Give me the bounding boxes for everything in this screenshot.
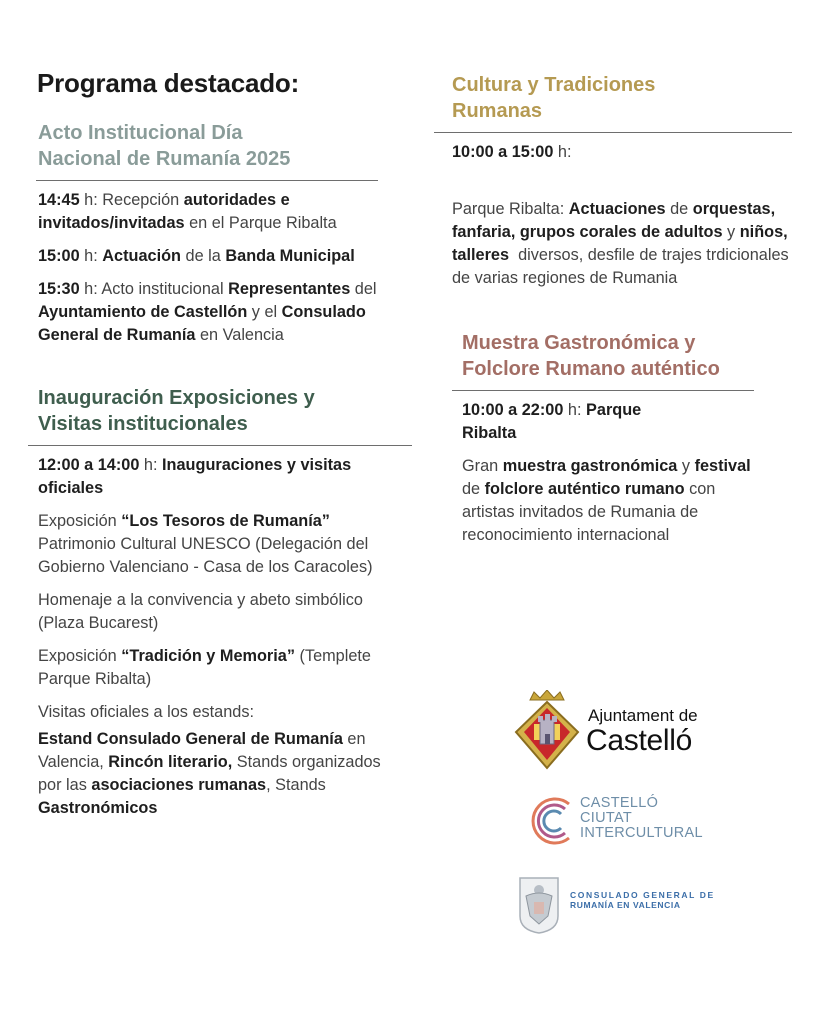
schedule-item: Parque Ribalta: Actuaciones de orquestas, fanfaria, grupos corales de adultos y niños, talleres diversos, desfile de trajes trdicionales de varias regiones de Rumania [452, 200, 794, 287]
schedule-time: 10:00 a 15:00 h: [452, 143, 572, 161]
section-title [462, 330, 794, 382]
left-column [38, 120, 408, 830]
schedule-item: Estand Consulado General de Rumanía en Valencia, Rincón literario, Stands organizados por las asociaciones rumanas, Stands Gastronómicos [38, 730, 381, 817]
title-line: Acto Institucional Día [38, 122, 243, 144]
title-line: Folclore Rumano auténtico [462, 358, 720, 380]
section-title [38, 120, 408, 172]
logo-text: CASTELLÓ CIUTAT INTERCULTURAL [580, 795, 703, 841]
schedule-item: 12:00 a 14:00 h: Inauguraciones y visitas oficiales [38, 456, 352, 497]
consulado-rumania-logo [518, 876, 718, 938]
schedule-item: Gran muestra gastronómica y festival de folclore auténtico rumano con artistas invitados de Rumania de reconocimiento internacional [462, 457, 751, 544]
castello-ciutat-intercultural-logo [525, 792, 725, 852]
coat-of-arms-icon [512, 690, 582, 772]
logo-text: Castelló [586, 724, 692, 757]
section-inauguracion [38, 385, 408, 820]
section-cultura [434, 72, 794, 290]
divider [452, 390, 754, 391]
page-title: Programa destacado: [37, 68, 300, 98]
schedule-item: Exposición “Tradición y Memoria” (Templete Parque Ribalta) [38, 647, 371, 688]
section-acto-institucional [38, 120, 408, 347]
divider [28, 445, 412, 446]
schedule-item: 10:00 a 22:00 h: Parque Ribalta [462, 401, 642, 442]
divider [434, 132, 792, 133]
section-muestra [462, 330, 794, 547]
c-rings-icon [525, 794, 579, 848]
title-line: Rumanas [452, 100, 543, 122]
right-column [434, 72, 794, 557]
logo-text: Ajuntament de [588, 706, 698, 725]
title-line: Nacional de Rumanía 2025 [38, 148, 291, 170]
divider [36, 180, 378, 181]
schedule-item: Homenaje a la convivencia y abeto simbólico (Plaza Bucarest) [38, 591, 363, 632]
schedule-item: 15:30 h: Acto institucional Representantes del Ayuntamiento de Castellón y el Consulado General de Rumanía en Valencia [38, 280, 377, 344]
title-line: Visitas institucionales [38, 413, 248, 435]
section-title [452, 72, 794, 124]
title-line: Muestra Gastronómica y [462, 332, 696, 354]
schedule-item: 14:45 h: Recepción autoridades e invitados/invitadas en el Parque Ribalta [38, 191, 337, 232]
romanian-eagle-icon [518, 876, 560, 934]
ajuntament-castello-logo [512, 690, 712, 770]
logo-text: CONSULADO GENERAL DE RUMANÍA EN VALENCIA [570, 890, 715, 910]
section-title [38, 385, 408, 437]
schedule-item: Exposición “Los Tesoros de Rumanía” Patrimonio Cultural UNESCO (Delegación del Gobierno Valenciano - Casa de los Caracoles) [38, 512, 373, 576]
title-line: Inauguración Exposiciones y [38, 387, 315, 409]
schedule-item: 15:00 h: Actuación de la Banda Municipal [38, 247, 355, 265]
schedule-item: Visitas oficiales a los estands: [38, 703, 254, 721]
title-line: Cultura y Tradiciones [452, 74, 656, 96]
